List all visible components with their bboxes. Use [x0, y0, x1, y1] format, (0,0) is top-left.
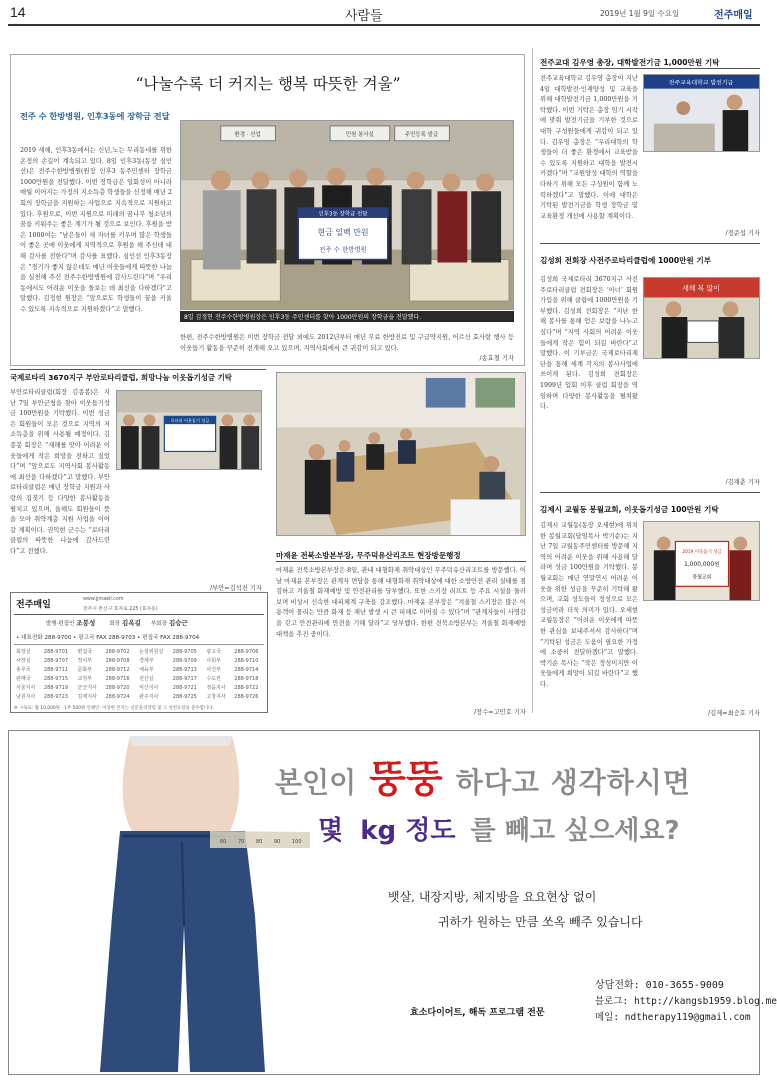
- directory-cell: 총무국: [16, 667, 31, 673]
- masthead-rule-2: [14, 644, 264, 645]
- directory-cell: 288-9714: [234, 666, 259, 673]
- right3-sign-amount: 1,000,000원: [684, 561, 720, 568]
- page-number: 14: [10, 4, 26, 20]
- right2-top-rule: [540, 243, 760, 244]
- masthead-contacts: • 대표전화 288-9700 • 광고국 FAX 288-9703 • 편집국 FAX 288-9704: [16, 635, 200, 641]
- directory-cell: 288-9701: [43, 648, 68, 655]
- mid-headline: 마재윤 전북소방본부장, 무주덕유산리조트 현장방문행정: [276, 551, 461, 560]
- mid-byline: /장수=고민호 기자: [474, 709, 526, 716]
- directory-cell: 체육부: [139, 667, 154, 673]
- directory-row: [14, 692, 266, 701]
- directory-cell: 288-9705: [172, 648, 197, 655]
- mid-body: 마재윤 전북소방본부장은 8일, 관내 대형화재 취약대상인 무주덕유산리조트를 방문했다. 이날 마재윤 본부장은 관계자 면담을 통해 대형화재 취약대상에 대한 소방안전 관리 실태를 점검하고 겨울철 화재예방 및 안전관리를 당부했다. 또한 스키장 리프트 등 주요 시설을 둘러보며 비상시 신속한 대피체계 구축을 강조했다. 마재윤 본부장은 “겨울철 스키장은 많은 이용객이 몰리는 만큼 화재 등 재난 발생 시 큰 피해로 이어질 수 있다”며 “관계자들이 사명감을 갖고 안전관리에 만전을 기해 달라”고 당부했다. 한편 전북소방본부는 겨울철 화재예방 대책을 추진 중이다.: [276, 567, 526, 638]
- check-sign-amount: 현금 일백 만원: [317, 227, 369, 237]
- directory-cell: 정읍지사: [206, 685, 226, 691]
- main-byline: /송효철 기자: [479, 355, 514, 362]
- directory-cell: 익산지사: [139, 685, 159, 691]
- main-photo-caption: 8일 김정현 전주수한방병원장은 인후3동 주민센터를 찾아 1000만원의 장학금을 전달했다.: [180, 311, 514, 322]
- directory-cell: 288-9723: [43, 693, 68, 700]
- mid-photo: [276, 372, 526, 536]
- main-body: 2019 새해, 인후3동에서는 신년,노는 무리동네를 위한 온정의 손길이 계속되고 있다. 8일 인후3동(동장 심인선)은 전주수한방병원(원장 인후3 동주민센터 장학금 1000만원을 전달했다. 이번 장학금은 일회성이 아니라 매월 이어지는 가정의 지소득층 학생들을 선정해 매년 2회의 장학금을 지원하는 사업으로 지속적으로 지원하고 있다. 후원으로, 이번 지원으로 미래의 꿈나무 청소년의 꿈을 키워주는 좋은 계기가 될 것으로 보인다. 후원을 받은 1000여는 “남은들이 새 자녀를 키우며 많은 학생들이 좋은 곳에 이웃에게 지역적으로 후원을 해 주신데 대해 감사를 전한다”며 감사를 표했다. 심인선 인후3동장은 “경기가 좋지 않은데도 매년 이웃들에게 따뜻한 나눔을 실천해 주신 전주수한방병원에 감사드린다”며 “우리 동에서도 어려운 이웃을 돌보는 데 최선을 다하겠다”고 말했다. 김정현 원장은 “앞으로도 학생들이 꿈을 키울 수 있도록 지속적으로 지원하겠다”고 말했다.: [20, 147, 172, 313]
- directory-cell: 군산지사: [77, 685, 97, 691]
- masthead-address: 전주시 완산구 효자로 225 (효자동): [83, 607, 158, 612]
- tape-number: 70: [238, 839, 245, 845]
- ad-headline-2: [318, 810, 680, 847]
- ad-email: 메일: ndtherapy119@gmail.com: [595, 1012, 751, 1023]
- directory-row: [14, 656, 266, 665]
- directory-row: [14, 665, 266, 674]
- section-title: 사람들: [345, 9, 383, 24]
- right2-byline: /김재춘 기자: [725, 479, 760, 486]
- masthead-name: 전주매일: [16, 600, 51, 610]
- directory-cell: 288-9706: [234, 648, 259, 655]
- left2-headline: 국제로타리 3670지구 부안로타리클럽, 희망나눔 이웃돕기성금 기탁: [10, 373, 232, 382]
- directory-cell: 완주지사: [139, 694, 159, 700]
- directory-cell: 288-9721: [172, 684, 197, 691]
- directory-cell: 288-9708: [105, 657, 130, 664]
- right1-photo: [643, 74, 760, 152]
- directory-cell: 288-9718: [234, 675, 259, 682]
- main-photo: [180, 120, 514, 310]
- directory-cell: 288-9720: [105, 684, 130, 691]
- masthead-directory: [14, 647, 266, 701]
- ad-line2-b: kg: [360, 816, 397, 846]
- staff1-name: 조봉성: [76, 619, 96, 627]
- header-rule: [8, 24, 760, 26]
- directory-cell: 288-9722: [234, 684, 259, 691]
- directory-cell: 288-9726: [234, 693, 259, 700]
- right2-body-bottom: [540, 375, 760, 475]
- right2-banner: 새해 복 많이: [682, 284, 720, 293]
- page-header: [0, 0, 768, 26]
- directory-cell: 288-9713: [172, 666, 197, 673]
- ad-line1-c: 하다고 생각하시면: [455, 766, 691, 799]
- main-subheadline: 전주 수 한방병원, 인후3동에 장학금 전달: [20, 111, 170, 121]
- tape-number: 100: [292, 839, 302, 845]
- directory-cell: 논설위원실: [139, 649, 164, 655]
- directory-cell: 288-9710: [234, 657, 259, 664]
- ad-program: 효소다이어트, 해독 프로그램 전문: [410, 1008, 545, 1018]
- directory-row: [14, 674, 266, 683]
- main-body-continued: 한편, 전주수한방병원은 이번 장학금 전달 외에도 2012년부터 매년 무료 한방진료 및 구급약지원, 어르신 효사랑 행사 등 이웃돕기 활동을 꾸준히 전개해 오고 있으며, 지역사회에서 큰 귀감이 되고 있다.: [180, 334, 514, 352]
- paper-name: 전주매일: [714, 10, 753, 21]
- ad-headline-1: [275, 748, 691, 803]
- directory-cell: 288-9715: [43, 675, 68, 682]
- mid-rule: [276, 561, 526, 562]
- masthead-site: www.jjmaeil.com: [83, 597, 124, 602]
- masthead-footer: ※ 구독료: 월 10,000원 · 1부 500원 인쇄인: 이상현 본지는 신문윤리강령 및 그 실천요강을 준수합니다.: [14, 706, 214, 711]
- left2-byline: /부안=김석진 기자: [210, 585, 262, 592]
- ad-line2-a: 몇: [318, 816, 344, 846]
- directory-cell: 편집국: [77, 649, 93, 655]
- staff3-name: 김승근: [169, 619, 188, 627]
- directory-row: [14, 647, 266, 656]
- tape-number: 90: [274, 839, 281, 845]
- tape-number: 60: [220, 839, 227, 845]
- ad-figure: [60, 736, 310, 1072]
- right3-byline: /김제=최승호 기자: [708, 710, 760, 717]
- left2-body: 부안로타리클럽(회장 김종봉)은 지난 7일 부안군청을 찾아 이웃돕기성금 100만원을 기탁했다. 이번 성금은 회원들이 모은 것으로 지역의 저소득층을 위해 사용될 예정이다. 김종봉 회장은 “새해를 맞아 어려운 이웃들에게 작은 희망을 전하고 싶었다”며 “앞으로도 지역사회 봉사활동에 최선을 다하겠다”고 말했다. 부안로타리클럽은 매년 장학금 지원과 사랑의 집짓기 등 다양한 봉사활동을 펼치고 있으며, 올해도 회원들이 뜻을 모아 취약계층 지원 사업을 이어갈 계획이다. 권익현 군수는 “로타리클럽의 따뜻한 나눔에 감사드린다”고 전했다.: [10, 389, 110, 555]
- issue-date: 2019년 1월 9일 수요일: [600, 9, 680, 18]
- ad-blog: 블로그: http://kangsb1959.blog.me: [595, 996, 777, 1007]
- masthead-rule: [14, 614, 264, 615]
- directory-cell: 288-9712: [105, 666, 130, 673]
- directory-cell: 288-9716: [105, 675, 130, 682]
- left2-top-rule: [10, 369, 266, 370]
- directory-cell: 288-9725: [172, 693, 197, 700]
- ad-line1-b: 뚱뚱: [369, 757, 443, 801]
- directory-cell: 판매국: [16, 676, 31, 682]
- directory-cell: 정치부: [77, 658, 93, 664]
- ad-line2-c: 정도: [405, 816, 456, 846]
- directory-cell: 288-9719: [43, 684, 68, 691]
- main-headline: “나눌수록 더 커지는 행복 따뜻한 겨울”: [135, 75, 401, 93]
- directory-cell: 288-9702: [105, 648, 130, 655]
- right1-rule: [540, 68, 760, 69]
- directory-cell: 288-9717: [172, 675, 197, 682]
- right2-body: 김성희 국제로타리 3670지구 사전주로타리클럽 전회장은 ‘아너’ 회원 가입을 위해 클럽에 1000만원을 기부했다. 김성희 전회장은 “지난 한 해 봉사를 통해 얻은 보람을 나누고 싶다”며 “지역 사회의 어려운 이웃들에게 작은 힘이 되길 바란다”고 말했다. 이 기부금은 국제로타리재단을 통해 세계 각지의 봉사사업에 쓰이게 된다. 김성희 전회장은 1999년 입회 이후 클럽 회장을 역임하며 다양한 봉사활동을 펼쳐왔다.: [540, 276, 638, 411]
- check-sign-title: 인후3동 장학금 전달: [318, 211, 368, 218]
- right3-body: 김제시 교월동(동장 오세현)에 위치한 봉월교회(담임목사 박기순)는 지난 7일 교월동주민센터를 방문해 지역의 어려운 이웃을 위해 사용해 달라며 성금 100만원을 기탁했다. 봉월교회는 매년 연말연시 어려운 이웃을 위한 성금을 꾸준히 기탁해 왔으며, 교회 성도들이 정성으로 모은 성금이라 더욱 의미가 있다. 오세현 교월동장은 “어려운 이웃에게 따뜻한 관심을 보내주셔서 감사하다”며 “기탁된 성금은 도움이 필요한 가정에 소중히 전달하겠다”고 말했다. 박기순 목사는 “작은 정성이지만 이웃들에게 희망이 되길 바란다”고 했다.: [540, 522, 638, 688]
- staff1-label: 발행·편집인: [46, 621, 75, 627]
- left2-photo: [116, 390, 262, 470]
- right3-sign-donor: 봉월교회: [692, 574, 712, 581]
- ad-line2-d: 를 빼고 싶으세요?: [470, 816, 680, 846]
- directory-row: [14, 683, 266, 692]
- ad-sub-1: 뱃살, 내장지방, 체지방을 요요현상 없이: [388, 890, 597, 904]
- directory-cell: 서울지사: [16, 685, 36, 691]
- directory-cell: 288-9711: [43, 666, 68, 673]
- ad-sub-2: 귀하가 원하는 만큼 쏘옥 빼주 있습니다: [438, 915, 643, 929]
- right2-photo: [643, 277, 760, 359]
- wall-sign-3: 주민등록 발급: [404, 131, 439, 138]
- directory-cell: 고창지사: [206, 694, 226, 700]
- right1-headline: 전주교대 김우영 총장, 대학발전기금 1,000만원 기탁: [540, 58, 720, 67]
- wall-sign-2: 민원 봉사실: [345, 131, 374, 138]
- staff2-label: 회장: [109, 621, 120, 627]
- staff3-label: 부회장: [150, 621, 167, 627]
- directory-cell: 문화부: [77, 667, 93, 673]
- directory-cell: 288-9709: [172, 657, 197, 664]
- right3-top-rule: [540, 492, 760, 493]
- tape-number: 80: [256, 839, 263, 845]
- right3-headline: 김제시 교월동 봉월교회, 이웃돕기성금 100만원 기탁: [540, 505, 719, 514]
- directory-cell: 전산실: [139, 676, 154, 682]
- directory-cell: 교정부: [77, 676, 93, 682]
- directory-cell: 수도권: [206, 676, 221, 682]
- right2-headline: 김성희 전회장 사전주로타리클럽에 1000만원 기부: [540, 256, 712, 265]
- directory-cell: 288-9707: [43, 657, 68, 664]
- right3-photo: [643, 521, 760, 601]
- right1-banner: 전주교육대학교 발전기금: [668, 80, 734, 87]
- masthead-staff: [16, 618, 188, 627]
- check-sign-donor: 전주 수 한방병원: [319, 245, 367, 254]
- right3-sign-title: 2019 이웃돕기 성금: [682, 550, 722, 556]
- left2-banner: 로타리 이웃돕기 성금: [170, 418, 210, 424]
- ad-phone: 상담전화: 010-3655-9009: [595, 980, 724, 991]
- column-divider: [532, 48, 533, 713]
- directory-cell: 남원지사: [16, 694, 36, 700]
- staff2-name: 김옥길: [122, 619, 141, 627]
- directory-cell: 김제지사: [77, 694, 97, 700]
- right1-body-bottom: [540, 152, 760, 234]
- directory-cell: 경제부: [139, 658, 154, 664]
- directory-cell: 288-9724: [105, 693, 130, 700]
- right1-body-top: 전주교육대학교 김우영 총장이 지난 4일 대학발전·인재양성 및 교육을 위해 대학발전기금 1,000만원을 기탁했다. 이번 기탁은 총장 임기 시작에 맞춰 발전기금을 기부한 것으로 대학 구성원들에게 귀감이 되고 있다. 김우영 총장은 “우리대학의 학생들이 더 좋은 환경에서 교육받을 수 있도록 지원하고 대학을 발전시키겠다”며 “교원양성 대학의 역할을 다하기 위해 모든 구성원이 함께 노력하겠다”고 말했다. 이에 대학은 기탁된 발전기금을 학생 장학금 및 교육환경 개선에 사용할 계획이다.: [540, 75, 638, 220]
- directory-cell: 사진부: [206, 667, 221, 673]
- directory-cell: 사장실: [16, 658, 31, 664]
- ad-line1-a: 본인이: [275, 766, 357, 799]
- directory-cell: 광고국: [206, 649, 221, 655]
- directory-cell: 회장실: [16, 649, 31, 655]
- directory-cell: 사회부: [206, 658, 221, 664]
- wall-sign-1: 환경 · 산업: [234, 131, 261, 138]
- right1-byline: /정준섭 기자: [725, 230, 760, 237]
